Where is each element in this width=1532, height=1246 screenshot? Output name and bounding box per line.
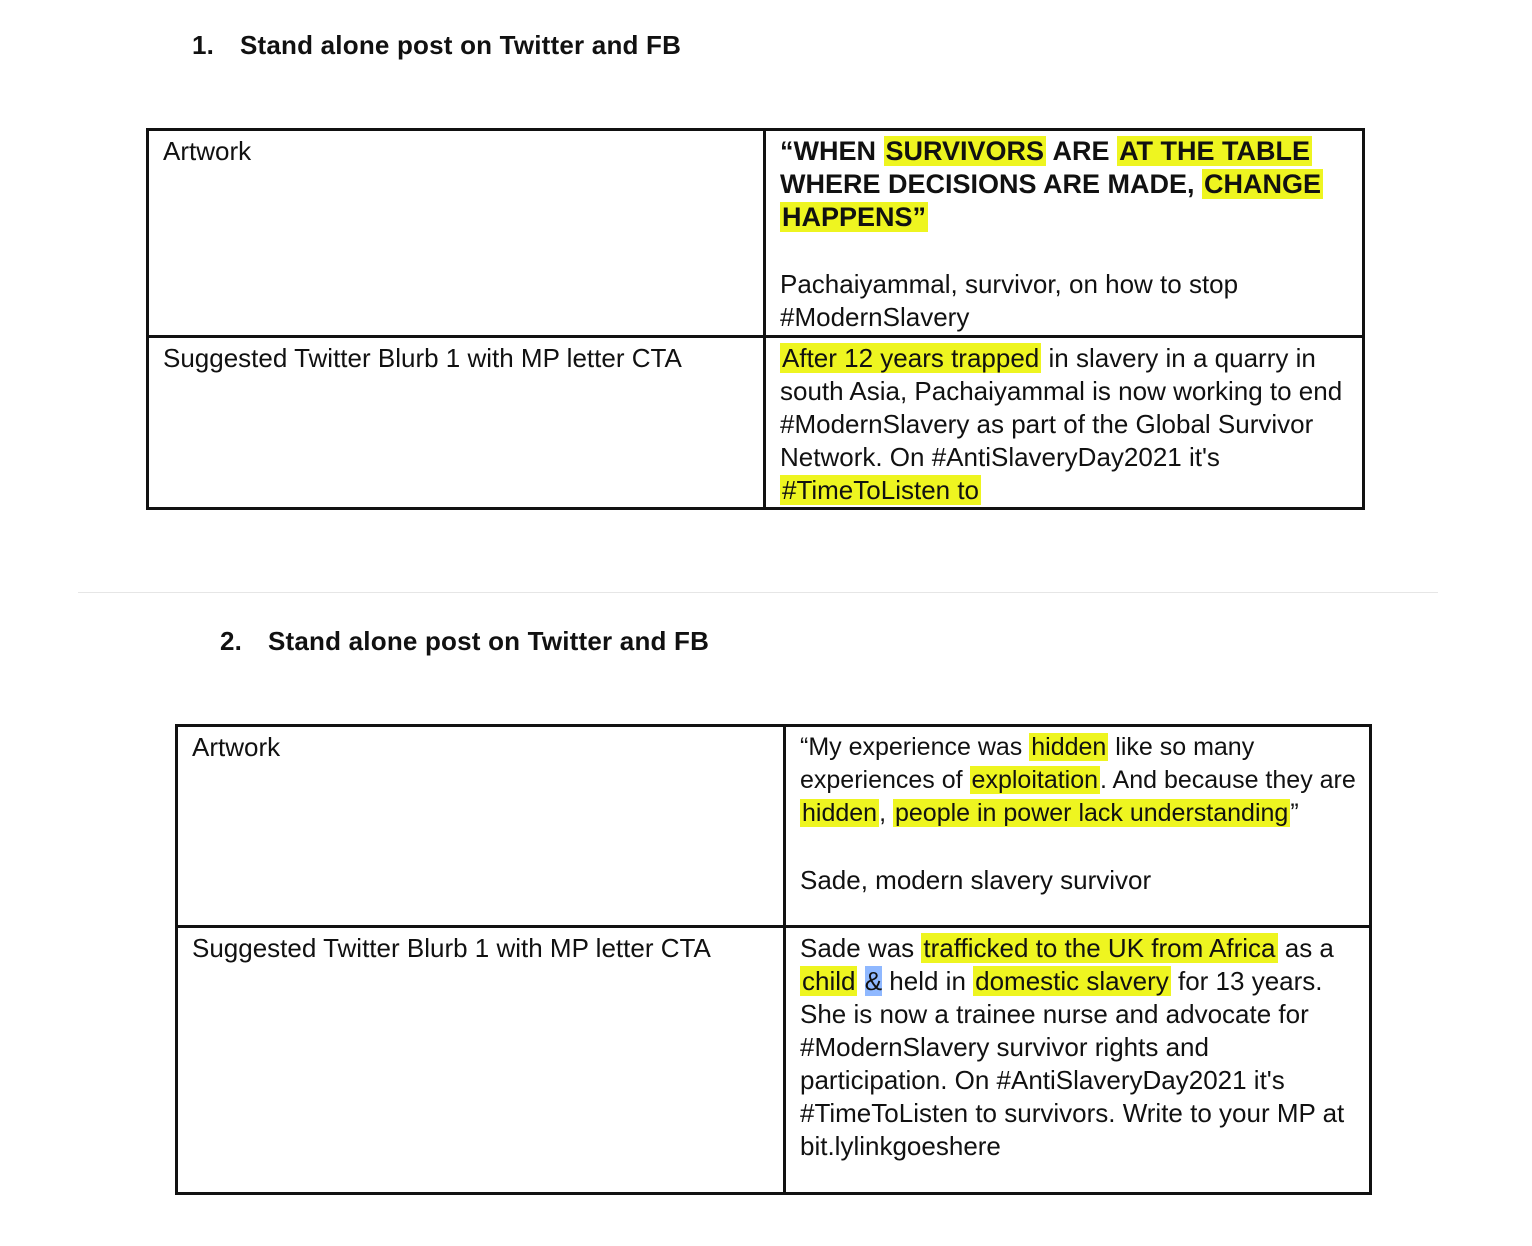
artwork-quote xyxy=(800,731,1357,830)
blurb-plain: in slavery in a quarry in south Asia, Pachaiyammal is now working to end #ModernSlavery as part of the Global Survivor Network. On #AntiSlaveryDay2021 it's xyxy=(780,343,1343,472)
blurb-plain: for 13 years. She is now a trainee nurse and advocate for #ModernSlavery survivor rights and participation. On #AntiSlaveryDay2021 it's #TimeToListen to survivors. Write to your MP at bit.lylinkgoeshere xyxy=(800,966,1345,1161)
quote-highlight: hidden xyxy=(802,799,878,827)
section-2-number: 2. xyxy=(220,626,243,656)
artwork-attribution: Pachaiyammal, survivor, on how to stop #ModernSlavery xyxy=(780,269,1239,332)
blurb-highlight: After 12 years trapped xyxy=(782,343,1040,373)
section-2-title: Stand alone post on Twitter and FB xyxy=(268,626,710,656)
artwork-label-cell xyxy=(177,726,785,927)
blurb-label: Suggested Twitter Blurb 1 with MP letter CTA xyxy=(192,933,711,963)
table-row-blurb xyxy=(177,927,1371,1194)
blurb-text xyxy=(780,342,1350,507)
blurb-label: Suggested Twitter Blurb 1 with MP letter CTA xyxy=(163,343,682,373)
blurb-highlight: trafficked to the UK from Africa xyxy=(923,933,1276,963)
page-divider xyxy=(78,592,1438,593)
artwork-content-cell xyxy=(785,726,1371,927)
table-row-artwork xyxy=(177,726,1371,927)
section-1-number: 1. xyxy=(192,30,215,60)
blurb-highlight: #TimeToListen to xyxy=(782,475,980,505)
table-row-artwork xyxy=(148,130,1364,337)
artwork-content-cell xyxy=(765,130,1364,337)
quote-highlight: AT THE TABLE xyxy=(1119,136,1311,166)
quote-text: WHERE DECISIONS ARE MADE, xyxy=(780,169,1203,199)
blurb-plain: as a xyxy=(1277,933,1334,963)
blurb-plain xyxy=(857,966,864,996)
text-selection: & xyxy=(864,966,883,996)
artwork-quote xyxy=(780,135,1350,234)
quote-highlight: CHANGE HAPPENS” xyxy=(782,169,1322,232)
quote-text: ARE xyxy=(1046,136,1118,166)
quote-text: ” xyxy=(1290,799,1299,827)
blurb-highlight: domestic slavery xyxy=(975,966,1169,996)
section-2-heading xyxy=(220,626,709,657)
blurb-label-cell xyxy=(177,927,785,1194)
quote-text: “WHEN xyxy=(780,136,884,166)
section-1-title: Stand alone post on Twitter and FB xyxy=(240,30,682,60)
section-2-table xyxy=(175,724,1372,1195)
artwork-attribution: Sade, modern slavery survivor xyxy=(800,865,1152,895)
quote-highlight: people in power lack understanding xyxy=(894,799,1289,827)
artwork-label: Artwork xyxy=(192,732,281,762)
quote-text: “My experience was xyxy=(800,733,1030,761)
blurb-text xyxy=(800,932,1357,1163)
blurb-label-cell xyxy=(148,337,765,509)
quote-text: like so many experiences of xyxy=(800,733,1255,794)
blurb-plain: held in xyxy=(882,966,974,996)
blurb-content-cell xyxy=(765,337,1364,509)
quote-highlight: exploitation xyxy=(971,766,1099,794)
section-1-table xyxy=(146,128,1365,510)
quote-text: , xyxy=(879,799,893,827)
quote-text: . And because they are xyxy=(1100,766,1356,794)
artwork-label: Artwork xyxy=(163,136,252,166)
blurb-content-cell xyxy=(785,927,1371,1194)
blurb-plain: Sade was xyxy=(800,933,922,963)
table-row-blurb xyxy=(148,337,1364,509)
quote-highlight: SURVIVORS xyxy=(885,136,1045,166)
artwork-label-cell xyxy=(148,130,765,337)
blurb-highlight: child xyxy=(802,966,856,996)
quote-highlight: hidden xyxy=(1031,733,1107,761)
section-1-heading xyxy=(192,30,681,61)
